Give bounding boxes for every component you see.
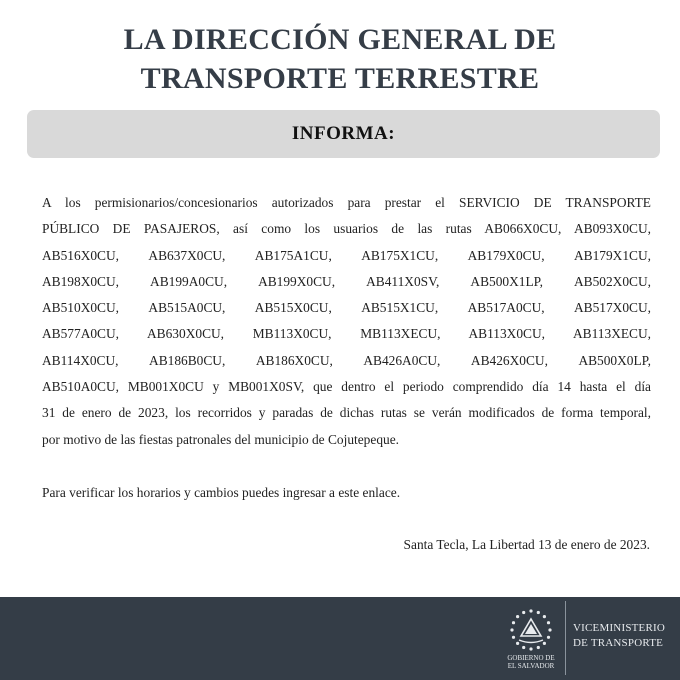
- enlace-text: Para verificar los horarios y cambios puedes ingresar a este enlace.: [42, 485, 401, 500]
- vice-line-2: DE TRANSPORTE: [573, 637, 664, 649]
- page-title: [0, 20, 680, 98]
- gobierno-label: [497, 654, 565, 670]
- body-line: AB114X0CU, AB186B0CU, AB186X0CU, AB426A0CU, AB426X0CU, AB500X0LP,: [42, 352, 651, 368]
- body-line: PÚBLICO DE PASAJEROS, así como los usuarios de las rutas AB066X0CU, AB093X0CU,: [42, 221, 651, 237]
- body-line: 31 de enero de 2023, los recorridos y paradas de dichas rutas se verán modificados de forma temporal,: [42, 405, 651, 421]
- notice-body: [42, 190, 651, 453]
- footer: [0, 597, 680, 680]
- body-line: AB198X0CU, AB199A0CU, AB199X0CU, AB411X0SV, AB500X1LP, AB502X0CU,: [42, 273, 651, 289]
- informa-label: INFORMA:: [291, 123, 396, 144]
- body-line: AB577A0CU, AB630X0CU, MB113X0CU, MB113XECU, AB113X0CU, AB113XECU,: [42, 326, 651, 342]
- vice-line-1: VICEMINISTERIO: [573, 622, 666, 634]
- footer-divider: [565, 601, 566, 675]
- gobierno-line-1: GOBIERNO DE: [507, 654, 555, 662]
- body-line: A los permisionarios/concesionarios autorizados para prestar el SERVICIO DE TRANSPORTE: [42, 195, 651, 210]
- title-line-1: LA DIRECCIÓN GENERAL DE: [123, 23, 557, 56]
- body-line: por motivo de las fiestas patronales del municipio de Cojutepeque.: [42, 431, 399, 447]
- viceministerio-label: [573, 621, 678, 651]
- title-line-2: TRANSPORTE TERRESTRE: [140, 62, 540, 95]
- body-line: AB516X0CU, AB637X0CU, AB175A1CU, AB175X1CU, AB179X0CU, AB179X1CU,: [42, 247, 651, 263]
- date-place: Santa Tecla, La Libertad 13 de enero de 2023.: [403, 537, 650, 552]
- body-line: AB510A0CU, MB001X0CU y MB001X0SV, que dentro el periodo comprendido día 14 hasta el día: [42, 379, 651, 395]
- informa-banner: [27, 110, 660, 158]
- body-line: AB510X0CU, AB515A0CU, AB515X0CU, AB515X1CU, AB517A0CU, AB517X0CU,: [42, 300, 651, 316]
- gobierno-line-2: EL SALVADOR: [507, 662, 555, 670]
